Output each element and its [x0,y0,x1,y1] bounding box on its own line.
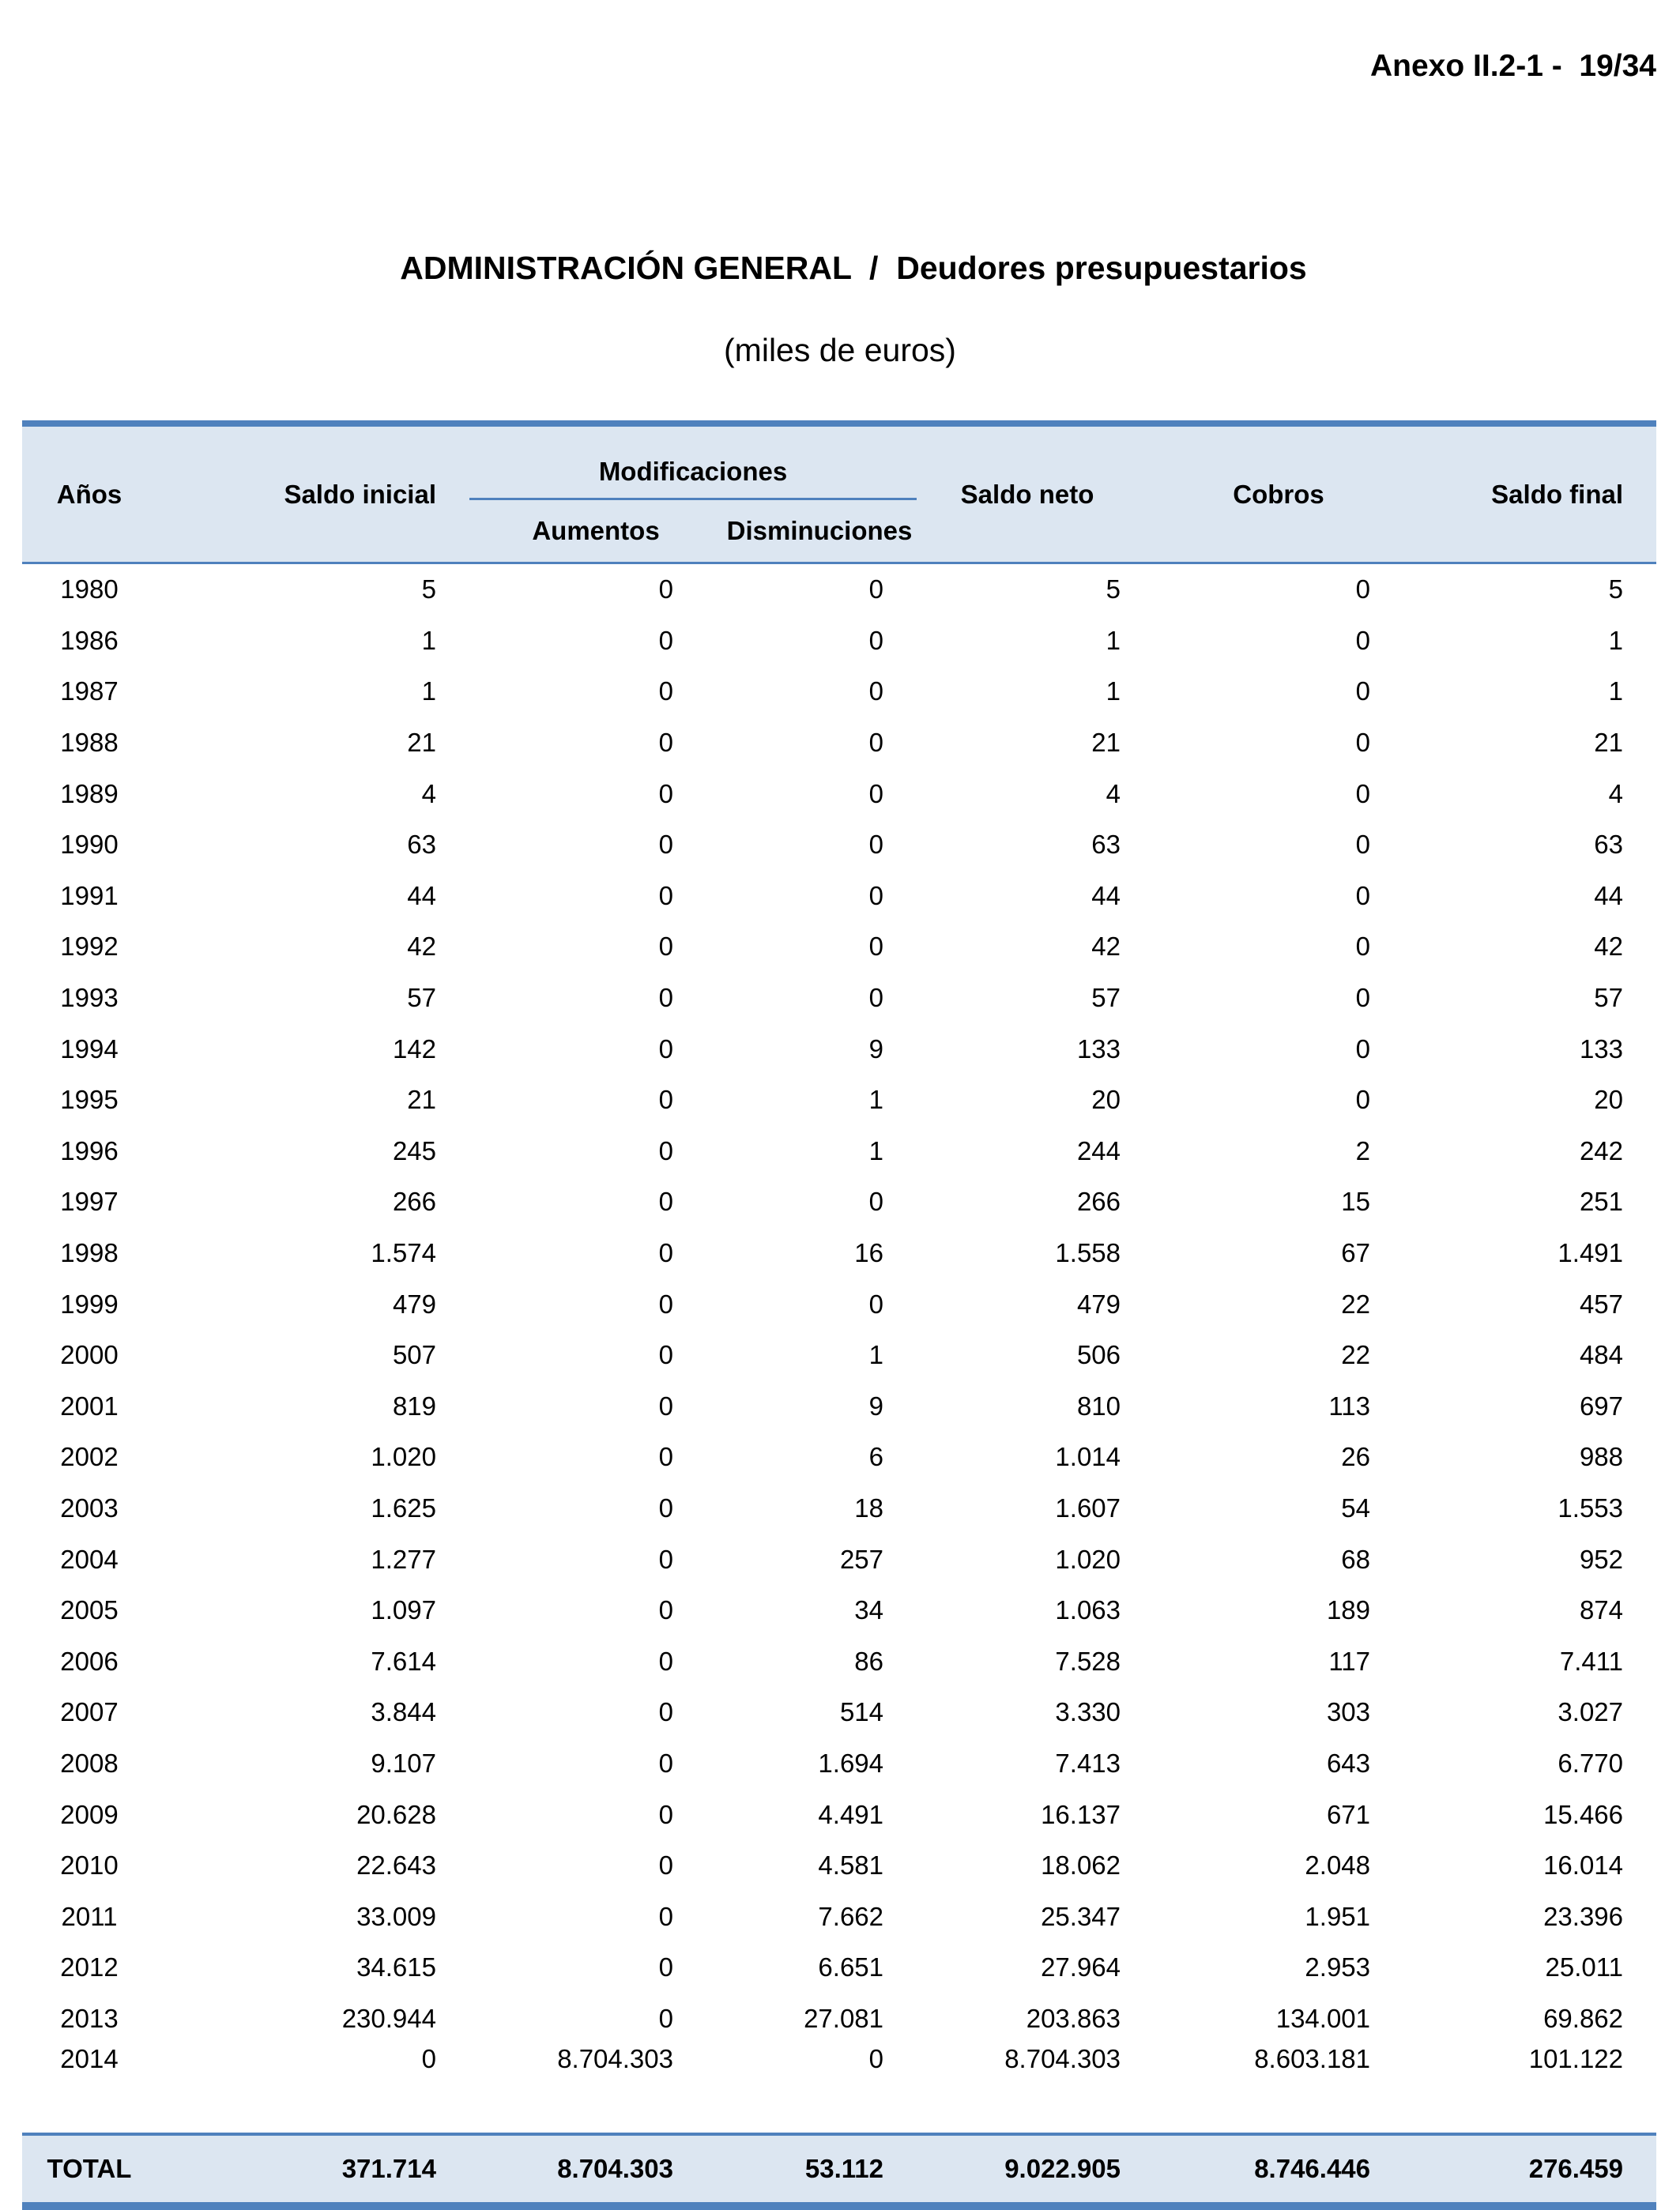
cell-saldo-neto: 20 [1091,1085,1121,1115]
total-saldo-neto: 9.022.905 [917,2134,1154,2206]
cell-disminuciones: 0 [868,778,884,808]
cell-aumentos: 0 [658,983,673,1013]
cell-year: 2000 [60,1340,119,1370]
cell-aumentos: 0 [658,1595,673,1625]
cell-year: 1991 [60,880,119,910]
cell-disminuciones: 257 [839,1544,884,1574]
cell-cobros: 15 [1341,1187,1371,1217]
table-row [22,768,1656,819]
cell-aumentos: 0 [658,1391,673,1421]
cell-saldo-neto: 21 [1091,728,1121,758]
cell-saldo-neto: 57 [1091,983,1121,1013]
cell-saldo-final: 16.014 [1543,1850,1624,1881]
cell-saldo-final: 484 [1579,1340,1624,1370]
cell-saldo-final: 5 [1608,574,1624,604]
cell-aumentos: 0 [658,880,673,910]
cell-disminuciones: 4.581 [818,1850,884,1881]
header-saldo-inicial: Saldo inicial [188,424,469,563]
cell-saldo-final: 697 [1579,1391,1624,1421]
cell-saldo-final: 15.466 [1543,1799,1624,1829]
cell-saldo-inicial: 3.844 [371,1697,436,1727]
cell-disminuciones: 0 [868,676,884,706]
cell-cobros: 671 [1326,1799,1371,1829]
cell-saldo-neto: 266 [1076,1187,1121,1217]
table-row [22,1789,1656,1840]
cell-saldo-final: 251 [1579,1187,1624,1217]
cell-saldo-final: 874 [1579,1595,1624,1625]
cell-saldo-inicial: 1.020 [371,1442,436,1472]
cell-saldo-final: 1 [1608,676,1624,706]
cell-year: 2009 [60,1799,119,1829]
cell-year: 2014 [60,2044,119,2074]
cell-cobros: 22 [1341,1289,1371,1319]
cell-saldo-final: 4 [1608,778,1624,808]
cell-year: 2005 [60,1595,119,1625]
table-body [22,563,1656,2135]
cell-year: 1989 [60,778,119,808]
cell-year: 1987 [60,676,119,706]
cell-cobros: 54 [1341,1493,1371,1523]
cell-aumentos: 0 [658,1646,673,1676]
table-row [22,871,1656,922]
cell-disminuciones: 1 [868,1085,884,1115]
total-row [22,2134,1656,2206]
cell-saldo-inicial: 1.277 [371,1544,436,1574]
cell-year: 1999 [60,1289,119,1319]
cell-saldo-final: 25.011 [1545,1952,1624,1982]
cell-saldo-final: 133 [1579,1033,1624,1064]
total-saldo-final: 276.459 [1403,2134,1656,2206]
cell-saldo-inicial: 7.614 [371,1646,436,1676]
cell-disminuciones: 0 [868,728,884,758]
table-row [22,717,1656,769]
cell-aumentos: 0 [658,778,673,808]
header-saldo-neto: Saldo neto [917,424,1154,563]
cell-saldo-neto: 7.528 [1055,1646,1121,1676]
table-row [22,1432,1656,1483]
cell-saldo-neto: 42 [1091,932,1121,962]
page-subtitle: (miles de euros) [724,332,956,368]
cell-disminuciones: 7.662 [818,1901,884,1931]
cell-year: 2001 [60,1391,119,1421]
cell-cobros: 113 [1328,1391,1371,1421]
cell-saldo-neto: 1 [1106,625,1121,655]
cell-saldo-inicial: 1.574 [371,1238,436,1268]
cell-cobros: 22 [1341,1340,1371,1370]
cell-saldo-neto: 25.347 [1041,1901,1121,1931]
header-saldo-final: Saldo final [1403,424,1656,563]
cell-cobros: 643 [1326,1748,1371,1778]
cell-disminuciones: 6 [868,1442,884,1472]
cell-aumentos: 0 [658,1135,673,1165]
cell-year: 2010 [60,1850,119,1881]
cell-saldo-final: 1 [1608,625,1624,655]
cell-cobros: 303 [1326,1697,1371,1727]
cell-saldo-final: 952 [1579,1544,1624,1574]
cell-disminuciones: 514 [839,1697,884,1727]
table-spacer-cell [22,2085,1656,2134]
cell-aumentos: 0 [658,1748,673,1778]
table-header [22,424,1656,563]
table-row [22,666,1656,717]
header-years: Años [22,424,188,563]
cell-saldo-final: 57 [1594,983,1624,1013]
table-row [22,2044,1656,2085]
cell-saldo-neto: 133 [1076,1033,1121,1064]
cell-saldo-neto: 1.014 [1055,1442,1121,1472]
cell-saldo-final: 3.027 [1558,1697,1624,1727]
cell-disminuciones: 0 [868,932,884,962]
cell-saldo-final: 1.491 [1558,1238,1624,1268]
cell-year: 1997 [60,1187,119,1217]
table-row [22,1228,1656,1279]
cell-year: 1995 [60,1085,119,1115]
cell-year: 2012 [60,1952,119,1982]
cell-year: 2006 [60,1646,119,1676]
cell-cobros: 0 [1355,932,1371,962]
cell-saldo-neto: 810 [1076,1391,1121,1421]
table-row [22,1636,1656,1687]
cell-disminuciones: 16 [854,1238,884,1268]
cell-saldo-final: 7.411 [1559,1646,1624,1676]
cell-saldo-neto: 1 [1106,676,1121,706]
total-cobros: 8.746.446 [1154,2134,1403,2206]
cell-saldo-final: 457 [1579,1289,1624,1319]
cell-aumentos: 0 [658,1544,673,1574]
cell-saldo-inicial: 33.009 [356,1901,436,1931]
cell-aumentos: 0 [658,1901,673,1931]
cell-saldo-inicial: 34.615 [356,1952,436,1982]
cell-saldo-inicial: 479 [392,1289,436,1319]
table-row [22,1126,1656,1177]
cell-disminuciones: 9 [868,1391,884,1421]
cell-saldo-neto: 1.607 [1055,1493,1121,1523]
cell-saldo-inicial: 142 [392,1033,436,1064]
table-row [22,1994,1656,2045]
cell-disminuciones: 0 [868,625,884,655]
cell-year: 1990 [60,830,119,860]
cell-cobros: 1.951 [1305,1901,1371,1931]
cell-saldo-neto: 479 [1076,1289,1121,1319]
cell-saldo-neto: 16.137 [1041,1799,1121,1829]
cell-cobros: 0 [1355,880,1371,910]
cell-saldo-neto: 44 [1091,880,1121,910]
cell-aumentos: 0 [658,574,673,604]
cell-disminuciones: 34 [854,1595,884,1625]
cell-year: 1998 [60,1238,119,1268]
cell-saldo-inicial: 0 [421,2044,436,2074]
cell-aumentos: 0 [658,1289,673,1319]
cell-aumentos: 0 [658,1442,673,1472]
cell-aumentos: 0 [658,1187,673,1217]
cell-year: 2002 [60,1442,119,1472]
cell-disminuciones: 1.694 [818,1748,884,1778]
cell-disminuciones: 0 [868,983,884,1013]
cell-cobros: 2 [1355,1135,1371,1165]
cell-saldo-neto: 203.863 [1026,2003,1121,2033]
cell-cobros: 0 [1355,728,1371,758]
cell-saldo-final: 21 [1594,728,1624,758]
cell-saldo-neto: 506 [1076,1340,1121,1370]
cell-cobros: 67 [1341,1238,1371,1268]
cell-saldo-inicial: 4 [421,778,436,808]
cell-aumentos: 0 [658,1085,673,1115]
cell-saldo-final: 42 [1594,932,1624,962]
cell-saldo-inicial: 63 [407,830,436,860]
cell-cobros: 0 [1355,983,1371,1013]
table-row [22,1483,1656,1534]
cell-aumentos: 0 [658,1340,673,1370]
cell-disminuciones: 9 [868,1033,884,1064]
cell-saldo-inicial: 245 [392,1135,436,1165]
debtors-table [22,420,1656,2210]
cell-saldo-neto: 5 [1106,574,1121,604]
cell-saldo-final: 63 [1594,830,1624,860]
cell-disminuciones: 0 [868,830,884,860]
cell-aumentos: 0 [658,1799,673,1829]
cell-disminuciones: 0 [868,1289,884,1319]
table-row [22,1687,1656,1738]
cell-cobros: 68 [1341,1544,1371,1574]
table-row [22,616,1656,667]
cell-aumentos: 0 [658,830,673,860]
cell-saldo-inicial: 1.625 [371,1493,436,1523]
cell-year: 1986 [60,625,119,655]
cell-saldo-inicial: 57 [407,983,436,1013]
cell-aumentos: 0 [658,1493,673,1523]
table-row [22,1330,1656,1381]
cell-saldo-neto: 8.704.303 [1004,2044,1121,2074]
cell-saldo-final: 242 [1579,1135,1624,1165]
cell-year: 1996 [60,1135,119,1165]
cell-cobros: 0 [1355,1033,1371,1064]
cell-cobros: 2.048 [1305,1850,1371,1881]
cell-saldo-inicial: 1 [421,676,436,706]
debtors-table-container [22,420,1656,2210]
table-row [22,1534,1656,1585]
cell-year: 2007 [60,1697,119,1727]
cell-year: 1992 [60,932,119,962]
cell-disminuciones: 0 [868,1187,884,1217]
cell-disminuciones: 27.081 [804,2003,884,2033]
table-row [22,1177,1656,1228]
cell-cobros: 0 [1355,574,1371,604]
table-row [22,819,1656,871]
cell-disminuciones: 6.651 [818,1952,884,1982]
cell-saldo-inicial: 22.643 [356,1850,436,1881]
cell-disminuciones: 1 [868,1340,884,1370]
table-row [22,563,1656,616]
total-disminuciones: 53.112 [706,2134,917,2206]
cell-saldo-final: 101.122 [1528,2044,1624,2074]
cell-disminuciones: 4.491 [818,1799,884,1829]
cell-year: 1988 [60,728,119,758]
annex-label: Anexo II.2-1 - 19/34 [1370,49,1656,83]
cell-cobros: 189 [1326,1595,1371,1625]
cell-disminuciones: 0 [868,2044,884,2074]
cell-saldo-inicial: 21 [407,728,436,758]
cell-aumentos: 0 [658,728,673,758]
total-label: TOTAL [22,2134,188,2206]
cell-cobros: 0 [1355,830,1371,860]
cell-saldo-inicial: 266 [392,1187,436,1217]
total-aumentos: 8.704.303 [469,2134,706,2206]
cell-aumentos: 0 [658,932,673,962]
table-row [22,1278,1656,1330]
cell-saldo-final: 1.553 [1558,1493,1624,1523]
cell-saldo-neto: 1.558 [1055,1238,1121,1268]
cell-saldo-neto: 244 [1076,1135,1121,1165]
cell-year: 2008 [60,1748,119,1778]
cell-saldo-inicial: 507 [392,1340,436,1370]
cell-saldo-final: 23.396 [1543,1901,1624,1931]
cell-cobros: 0 [1355,676,1371,706]
cell-aumentos: 0 [658,1697,673,1727]
cell-aumentos: 0 [658,1850,673,1881]
cell-saldo-final: 44 [1594,880,1624,910]
cell-saldo-neto: 63 [1091,830,1121,860]
header-aumentos: Aumentos [469,499,706,563]
cell-aumentos: 0 [658,1033,673,1064]
cell-saldo-inicial: 20.628 [356,1799,436,1829]
total-saldo-inicial: 371.714 [188,2134,469,2206]
table-row [22,973,1656,1024]
cell-year: 1993 [60,983,119,1013]
cell-saldo-inicial: 5 [421,574,436,604]
cell-saldo-inicial: 21 [407,1085,436,1115]
cell-saldo-final: 20 [1594,1085,1624,1115]
cell-saldo-neto: 7.413 [1055,1748,1121,1778]
table-row [22,1840,1656,1892]
table-spacer-row [22,2085,1656,2134]
cell-cobros: 26 [1341,1442,1371,1472]
cell-saldo-final: 988 [1579,1442,1624,1472]
cell-saldo-neto: 3.330 [1055,1697,1121,1727]
cell-saldo-final: 69.862 [1543,2003,1624,2033]
cell-year: 2004 [60,1544,119,1574]
cell-cobros: 0 [1355,625,1371,655]
cell-saldo-inicial: 1.097 [371,1595,436,1625]
cell-saldo-inicial: 44 [407,880,436,910]
cell-saldo-inicial: 230.944 [341,2003,436,2033]
page-title: ADMINISTRACIÓN GENERAL / Deudores presupuestarios [400,250,1307,286]
cell-disminuciones: 1 [868,1135,884,1165]
cell-saldo-neto: 4 [1106,778,1121,808]
cell-disminuciones: 0 [868,880,884,910]
table-row [22,1381,1656,1433]
cell-saldo-inicial: 9.107 [371,1748,436,1778]
header-disminuciones: Disminuciones [706,499,917,563]
cell-cobros: 0 [1355,778,1371,808]
table-row [22,1942,1656,1994]
cell-year: 1994 [60,1033,119,1064]
table-row [22,1023,1656,1075]
cell-saldo-inicial: 42 [407,932,436,962]
header-modificaciones: Modificaciones [469,424,917,499]
cell-saldo-neto: 1.063 [1055,1595,1121,1625]
cell-year: 2011 [61,1901,118,1931]
cell-saldo-neto: 1.020 [1055,1544,1121,1574]
cell-disminuciones: 86 [854,1646,884,1676]
table-row [22,921,1656,973]
table-row [22,1738,1656,1790]
cell-aumentos: 0 [658,676,673,706]
cell-year: 2003 [60,1493,119,1523]
cell-cobros: 0 [1355,1085,1371,1115]
table-row [22,1585,1656,1636]
header-cobros: Cobros [1154,424,1403,563]
cell-aumentos: 0 [658,1952,673,1982]
cell-year: 2013 [60,2003,119,2033]
table-row [22,1075,1656,1126]
cell-disminuciones: 18 [854,1493,884,1523]
cell-saldo-inicial: 819 [392,1391,436,1421]
cell-disminuciones: 0 [868,574,884,604]
cell-saldo-final: 6.770 [1558,1748,1624,1778]
cell-aumentos: 0 [658,625,673,655]
cell-aumentos: 8.704.303 [557,2044,673,2074]
cell-saldo-neto: 27.964 [1041,1952,1121,1982]
cell-aumentos: 0 [658,2003,673,2033]
cell-saldo-inicial: 1 [421,625,436,655]
table-row [22,1891,1656,1942]
cell-cobros: 117 [1328,1646,1371,1676]
cell-cobros: 2.953 [1305,1952,1371,1982]
cell-aumentos: 0 [658,1238,673,1268]
table-footer [22,2134,1656,2206]
cell-saldo-neto: 18.062 [1041,1850,1121,1881]
cell-cobros: 8.603.181 [1254,2044,1371,2074]
cell-year: 1980 [60,574,119,604]
cell-cobros: 134.001 [1275,2003,1371,2033]
